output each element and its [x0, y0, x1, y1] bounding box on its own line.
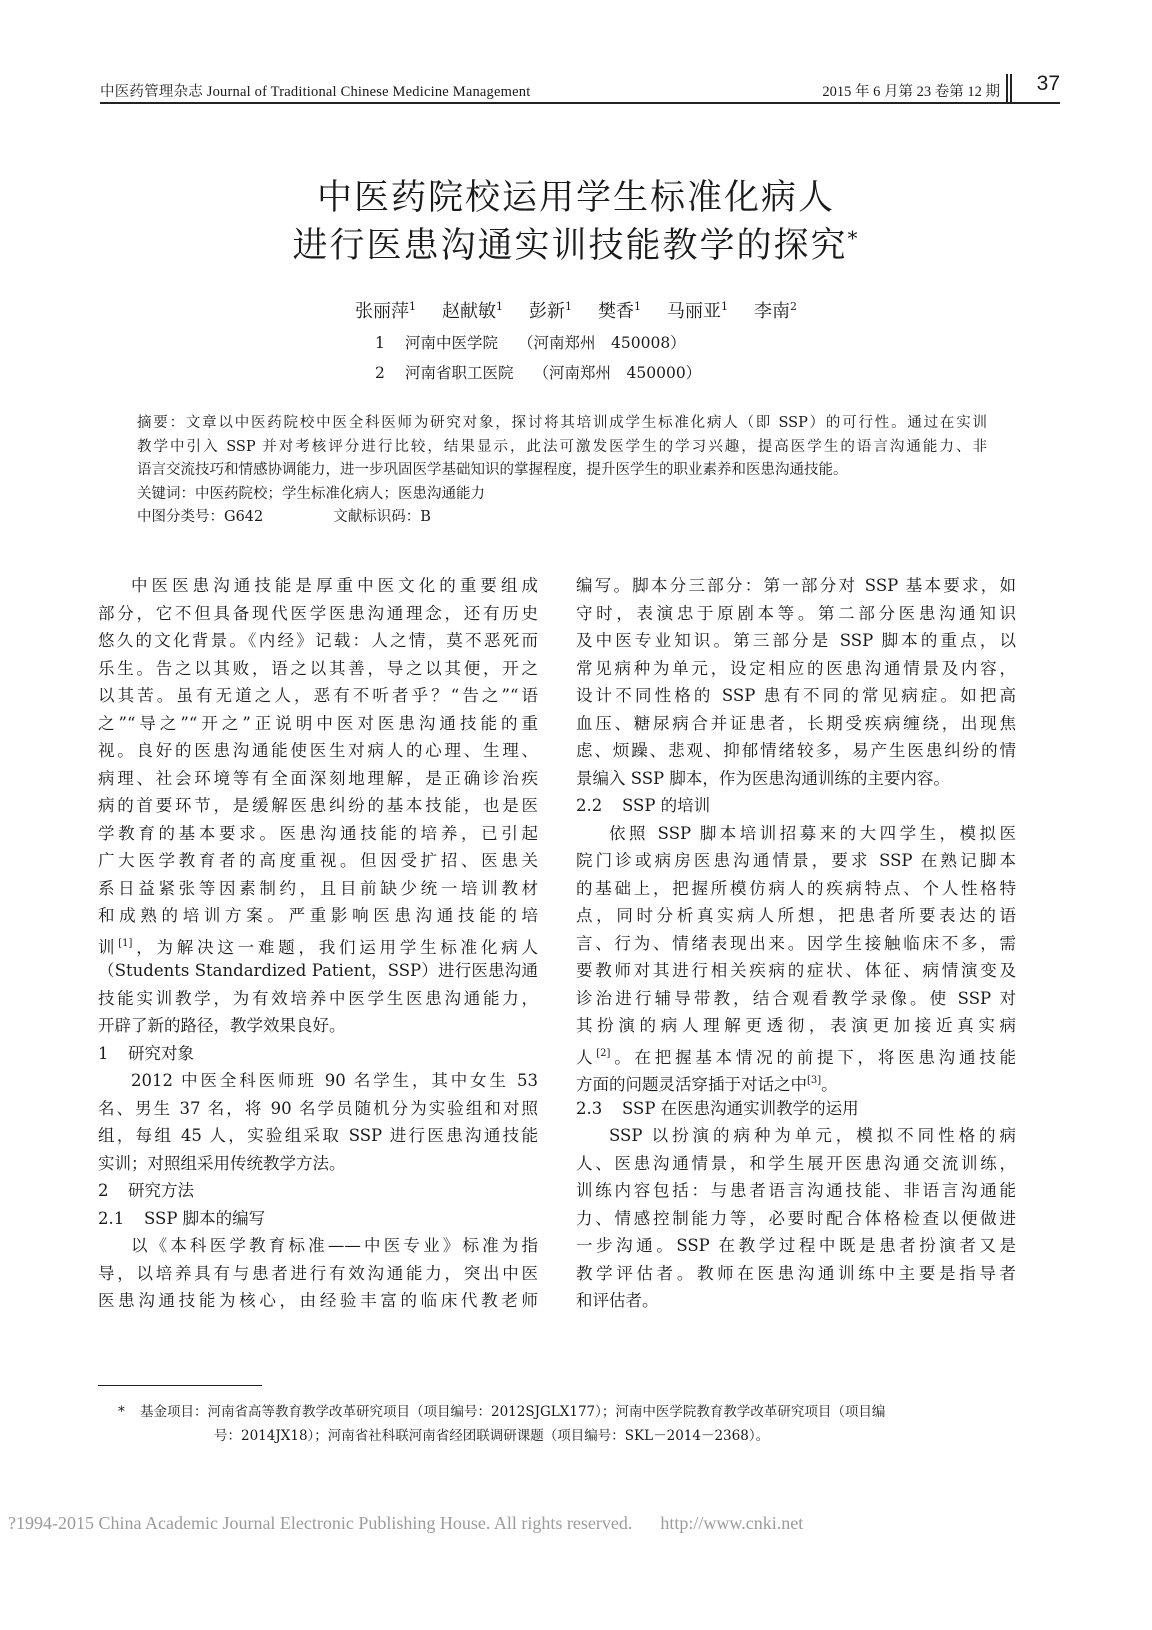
body-column-left — [98, 572, 538, 1315]
title-line-2: 进行医患沟通实训技能教学的探究* — [292, 226, 860, 266]
body-text-line: 之”“导之”“开之”正说明中医对医患沟通技能的重 — [98, 713, 538, 733]
author-name: 李南$^2$ — [754, 300, 797, 322]
citation-mark: [3] — [807, 1075, 822, 1086]
author-name: 张丽萍$^1$ — [355, 300, 416, 322]
funding-footnote — [118, 1400, 1013, 1448]
body-text-line: 实训；对照组采用传统教学方法。 — [98, 1153, 346, 1173]
author-name: 赵献敏$^1$ — [442, 300, 503, 322]
body-text-line: 及中医专业知识。第三部分是 SSP 脚本的重点，以 — [576, 631, 1016, 650]
author-list — [0, 297, 1152, 323]
page-number: 37 — [1036, 72, 1060, 95]
body-text-line: 血压、糖尿病合并证患者，长期受疾病缠绕，出现焦 — [576, 713, 1016, 733]
author-name: 马丽亚$^1$ — [667, 300, 728, 322]
body-text-line: 和评估者。 — [576, 1291, 659, 1310]
body-text-line: 广大医学教育者的高度重视。但因受扩招、医患关 — [98, 851, 538, 870]
affiliation-2: 2 河南省职工医院 （河南郑州 450000） — [375, 364, 702, 382]
body-column-right — [576, 572, 1016, 1315]
body-text-line: 教学评估者。教师在医患沟通训练中主要是指导者 — [576, 1263, 1016, 1283]
title-line-1: 中医药院校运用学生标准化病人 — [316, 178, 835, 218]
subsection-heading: 2.2 SSP 的培训 — [576, 796, 711, 815]
body-text-line: 依照 SSP 脚本培训招募来的大四学生，模拟医 — [609, 823, 1016, 843]
body-text-line: 训[1]，为解决这一难题，我们运用学生标准化病人 — [98, 937, 539, 957]
body-text-line: 悠久的文化背景。《内经》记载：人之情，莫不恶死而 — [98, 631, 538, 650]
body-text-line: 2012 中医全科医师班 90 名学生，其中女生 53 — [131, 1071, 538, 1090]
body-text-line: 点，同时分析真实病人所想，把患者所要表达的语 — [576, 906, 1016, 925]
footnote-divider — [98, 1385, 262, 1386]
body-text-line: 和成熟的培训方案。严重影响医患沟通技能的培 — [98, 906, 538, 925]
body-text-line: 诊治进行辅导带教，结合观看教学录像。使 SSP 对 — [576, 988, 1016, 1008]
section-heading: 2 研究方法 — [98, 1181, 194, 1200]
header-double-bar — [1006, 74, 1012, 102]
body-text-line: 导，以培养具有与患者进行有效沟通能力，突出中医 — [98, 1263, 538, 1283]
body-text-line: 人、医患沟通情景，和学生展开医患沟通交流训练， — [576, 1153, 1016, 1173]
body-text-line: 院门诊或病房医患沟通情景，要求 SSP 在熟记脚本 — [576, 851, 1016, 870]
affiliation-mark: 1 — [409, 300, 416, 313]
body-text-line: 要教师对其进行相关疾病的症状、体征、病情演变及 — [576, 961, 1016, 980]
body-text-line: 以《本科医学教育标准——中医专业》标准为指 — [131, 1236, 538, 1255]
running-header — [100, 70, 1060, 104]
affiliation-mark: 2 — [790, 300, 797, 313]
body-text-line: 病的首要环节，是缓解医患纠纷的基本技能，也是医 — [98, 796, 538, 815]
affiliation-1: 1 河南中医学院 （河南郑州 450008） — [375, 334, 686, 352]
affiliation-mark: 1 — [496, 300, 503, 313]
footnote-mark: * — [118, 1404, 125, 1420]
body-text-line: 技能实训教学，为有效培养中医学生医患沟通能力， — [98, 988, 538, 1008]
body-text-line: 方面的问题灵活穿插于对话之中[3]。 — [576, 1075, 838, 1094]
copyright-watermark: ?1994-2015 China Academic Journal Electronic Publishing House. All rights reserved. http://www.cnki.net — [8, 1513, 804, 1533]
affiliation-mark: 1 — [721, 300, 728, 313]
subsection-heading: 2.3 SSP 在医患沟通实训教学的运用 — [576, 1098, 859, 1118]
abstract-line: 教学中引入 SSP 并对考核评分进行比较，结果显示，此法可激发医学生的学习兴趣，提高医学生的语言沟通能力、非 — [137, 438, 987, 455]
classification-line — [137, 506, 987, 530]
body-text-line: 一步沟通。SSP 在教学过程中既是患者扮演者又是 — [576, 1236, 1016, 1255]
keywords: 关键词：中医药院校；学生标准化病人；医患沟通能力 — [137, 485, 485, 502]
body-text-line: 开辟了新的路径，教学效果良好。 — [98, 1016, 346, 1035]
body-text-line: 守时，表演忠于原剧本等。第二部分医患沟通知识 — [576, 603, 1016, 623]
citation-mark: [2] — [596, 1047, 611, 1059]
body-text-line: 部分，它不但具备现代医学医患沟通理念，还有历史 — [98, 603, 538, 623]
journal-name: 中医药管理杂志 Journal of Traditional Chinese Medicine Management — [100, 84, 531, 100]
body-text-line: 常见病种为单元，设定相应的医患沟通情景及内容， — [576, 658, 1016, 678]
footnote-text: 基金项目：河南省高等教育教学改革研究项目（项目编号：2012SJGLX177）；河南中医学院教育教学改革研究项目（项目编 — [140, 1404, 886, 1420]
issue-info: 2015 年 6 月第 23 卷第 12 期 — [822, 84, 1000, 100]
body-text-line: 组，每组 45 人，实验组采取 SSP 进行医患沟通技能 — [98, 1126, 538, 1145]
citation-mark: [1] — [118, 937, 133, 949]
body-text-line: 乐生。告之以其败，语之以其善，导之以其便，开之 — [98, 658, 538, 678]
body-text-line: 言、行为、情绪表现出来。因学生接触临床不多，需 — [576, 933, 1016, 953]
affiliation-mark: 1 — [565, 300, 572, 313]
body-text-line: 视。良好的医患沟通能使医生对病人的心理、生理、 — [98, 741, 538, 760]
abstract-line: 语言交流技巧和情感协调能力，进一步巩固医学基础知识的掌握程度，提升医学生的职业素养和医患沟通技能。 — [137, 462, 848, 478]
body-text-line: 编写。脚本分三部分：第一部分对 SSP 基本要求，如 — [576, 576, 1016, 595]
body-text-line: （Students Standardized Patient，SSP）进行医患沟通 — [98, 961, 538, 980]
body-text-line: 虑、烦躁、悲观、抑郁情绪较多，易产生医患纠纷的情 — [576, 741, 1016, 760]
section-heading: 1 研究对象 — [98, 1043, 194, 1063]
body-text-line: 医患沟通技能为核心，由经验丰富的临床代教老师 — [98, 1291, 538, 1310]
cnki-link[interactable]: http://www.cnki.net — [660, 1513, 804, 1533]
author-name: 彭新$^1$ — [529, 300, 572, 322]
body-text-line: 以其苦。虽有无道之人，恶有不听者乎？“告之”“语 — [98, 686, 538, 705]
clc-number: 中图分类号：G642 — [137, 509, 264, 525]
body-text-line: SSP 以扮演的病种为单元，模拟不同性格的病 — [609, 1126, 1016, 1145]
body-text-line: 病理、社会环境等有全面深刻地理解，是正确诊治疾 — [98, 768, 538, 788]
abstract-line: 摘要：文章以中医药院校中医全科医师为研究对象，探讨将其培训成学生标准化病人（即 SSP）的可行性。通过在实训 — [137, 415, 987, 431]
body-text-line: 中医医患沟通技能是厚重中医文化的重要组成 — [131, 576, 538, 595]
body-text-line: 名、男生 37 名，将 90 名学员随机分为实验组和对照 — [98, 1098, 538, 1118]
body-text-line: 力、情感控制能力等，必要时配合体格检查以便做进 — [576, 1208, 1016, 1228]
body-text-line: 景编入 SSP 脚本，作为医患沟通训练的主要内容。 — [576, 768, 950, 788]
affiliation-mark: 1 — [634, 300, 641, 313]
title-footnote-mark: * — [847, 226, 860, 250]
footnote-text: 号：2014JX18）；河南省社科联河南省经团联调研课题（项目编号：SKL－2014－2368）。 — [214, 1428, 770, 1444]
body-text-line: 学教育的基本要求。医患沟通技能的培养，已引起 — [98, 823, 538, 843]
abstract — [137, 412, 987, 530]
author-name: 樊香$^1$ — [598, 300, 641, 322]
body-text-line: 人[2]。在把握基本情况的前提下，将医患沟通技能 — [576, 1047, 1017, 1067]
body-text-line: 训练内容包括：与患者语言沟通技能、非语言沟通能 — [576, 1181, 1016, 1200]
document-code: 文献标识码：B — [333, 509, 431, 525]
body-text-line: 设计不同性格的 SSP 患有不同的常见病症。如把高 — [576, 686, 1016, 705]
subsection-heading: 2.1 SSP 脚本的编写 — [98, 1208, 266, 1228]
body-text-line: 系日益紧张等因素制约，且目前缺少统一培训教材 — [98, 878, 538, 898]
body-text-line: 的基础上，把握所模仿病人的疾病特点、个人性格特 — [576, 878, 1016, 898]
body-text-line: 其扮演的病人理解更透彻，表演更加接近真实病 — [576, 1016, 1016, 1035]
